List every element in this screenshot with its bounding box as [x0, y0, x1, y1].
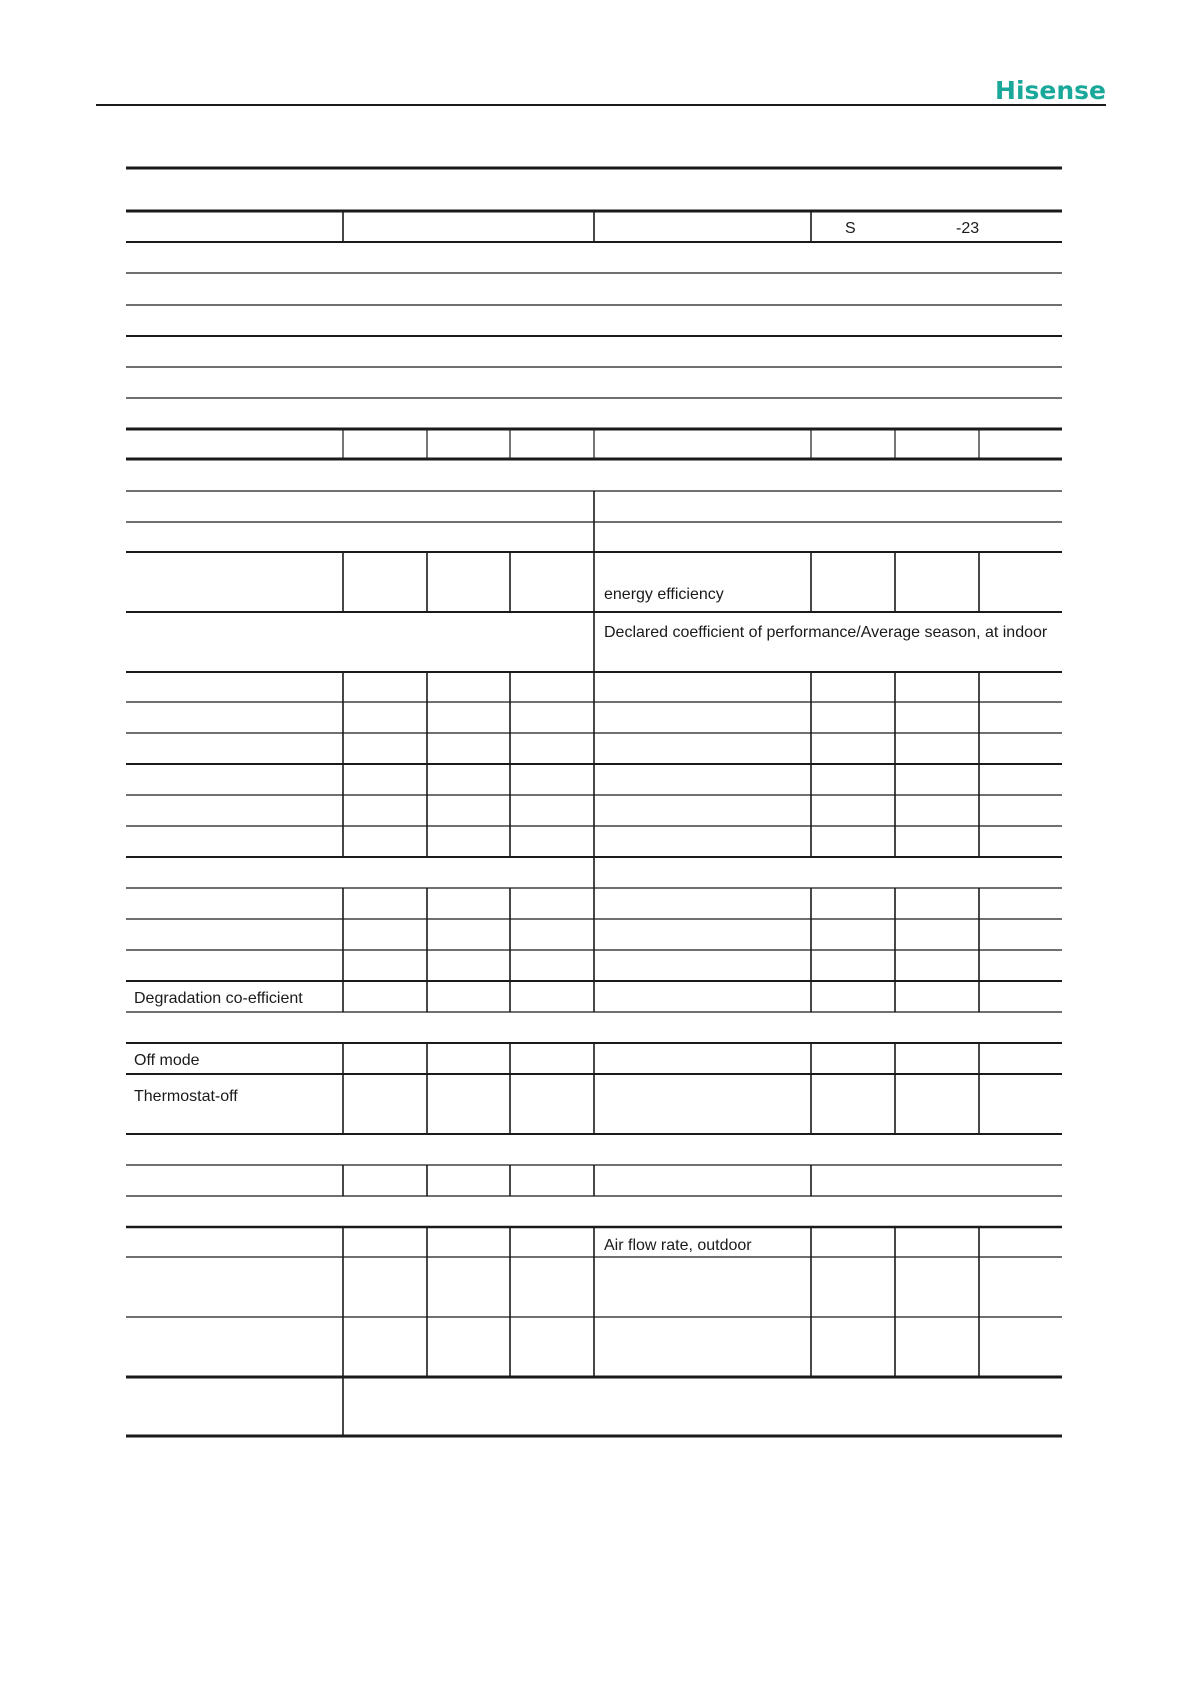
cop-label: Declared coefficient of performance/Average season, at indoor — [604, 624, 1048, 641]
off-mode-label: Off mode — [134, 1052, 200, 1069]
model-suffix: -23 — [956, 220, 980, 237]
degradation-label: Degradation co-efficient — [134, 990, 303, 1007]
air-flow-label: Air flow rate, outdoor — [604, 1237, 752, 1254]
model-prefix: S — [845, 220, 856, 237]
thermostat-off-label: Thermostat-off — [134, 1088, 238, 1105]
brand-logo-text: Hisense — [995, 75, 1106, 105]
energy-efficiency-label: energy efficiency — [604, 586, 724, 603]
